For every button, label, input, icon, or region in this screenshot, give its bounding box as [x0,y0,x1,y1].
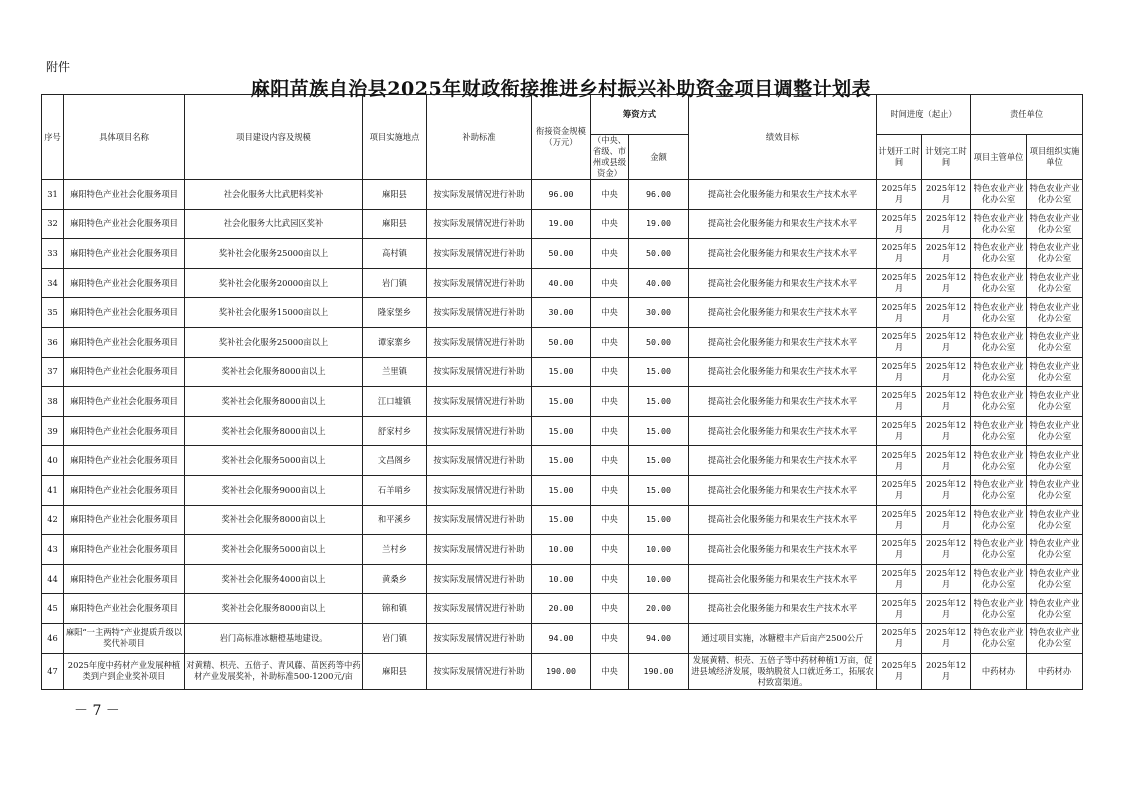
header-funding: 筹资方式 [591,95,689,135]
cell-funding-source: 中央 [591,535,629,565]
cell-standard: 按实际发展情况进行补助 [427,357,532,387]
cell-dept: 特色农业产业化办公室 [971,475,1027,505]
cell-no: 33 [42,239,64,269]
table-row [42,180,1083,210]
cell-start: 2025年5月 [877,209,922,239]
cell-end: 2025年12月 [922,535,971,565]
header-start: 计划开工时间 [877,135,922,180]
cell-location: 黄桑乡 [363,564,427,594]
cell-no: 42 [42,505,64,535]
cell-start: 2025年5月 [877,535,922,565]
cell-dept: 特色农业产业化办公室 [971,239,1027,269]
cell-no: 37 [42,357,64,387]
cell-dept: 特色农业产业化办公室 [971,594,1027,624]
cell-goal: 提高社会化服务能力和果农生产技术水平 [689,357,877,387]
cell-end: 2025年12月 [922,653,971,689]
cell-content: 奖补社会化服务5000亩以上 [185,535,363,565]
cell-end: 2025年12月 [922,564,971,594]
cell-funding-source: 中央 [591,653,629,689]
cell-project-name: 2025年度中药材产业发展种植类到户到企业奖补项目 [64,653,185,689]
cell-start: 2025年5月 [877,623,922,653]
cell-project-name: 麻阳特色产业社会化服务项目 [64,535,185,565]
cell-start: 2025年5月 [877,594,922,624]
cell-dept: 特色农业产业化办公室 [971,505,1027,535]
table-row [42,475,1083,505]
cell-standard: 按实际发展情况进行补助 [427,535,532,565]
cell-goal: 提高社会化服务能力和果农生产技术水平 [689,239,877,269]
cell-no: 44 [42,564,64,594]
cell-amount: 15.00 [629,475,689,505]
cell-project-name: 麻阳“一主两特”产业提质升级以奖代补项目 [64,623,185,653]
cell-project-name: 麻阳特色产业社会化服务项目 [64,594,185,624]
cell-start: 2025年5月 [877,387,922,417]
cell-project-name: 麻阳特色产业社会化服务项目 [64,209,185,239]
cell-end: 2025年12月 [922,446,971,476]
cell-amount: 15.00 [629,416,689,446]
cell-amount: 94.00 [629,623,689,653]
cell-project-name: 麻阳特色产业社会化服务项目 [64,475,185,505]
table-row [42,387,1083,417]
cell-scale: 10.00 [532,535,591,565]
cell-content: 奖补社会化服务8000亩以上 [185,387,363,417]
cell-funding-source: 中央 [591,268,629,298]
cell-content: 社会化服务大比武园区奖补 [185,209,363,239]
header-responsible: 责任单位 [971,95,1083,135]
cell-start: 2025年5月 [877,505,922,535]
cell-funding-source: 中央 [591,239,629,269]
cell-no: 45 [42,594,64,624]
cell-amount: 15.00 [629,357,689,387]
cell-scale: 15.00 [532,446,591,476]
cell-goal: 提高社会化服务能力和果农生产技术水平 [689,298,877,328]
cell-location: 石羊哨乡 [363,475,427,505]
cell-amount: 15.00 [629,387,689,417]
cell-scale: 15.00 [532,357,591,387]
table-row [42,446,1083,476]
cell-end: 2025年12月 [922,416,971,446]
cell-scale: 96.00 [532,180,591,210]
cell-no: 40 [42,446,64,476]
cell-amount: 15.00 [629,505,689,535]
cell-goal: 提高社会化服务能力和果农生产技术水平 [689,505,877,535]
cell-goal: 提高社会化服务能力和果农生产技术水平 [689,564,877,594]
cell-end: 2025年12月 [922,239,971,269]
cell-project-name: 麻阳特色产业社会化服务项目 [64,446,185,476]
cell-funding-source: 中央 [591,387,629,417]
cell-goal: 提高社会化服务能力和果农生产技术水平 [689,446,877,476]
header-seq: 序号 [42,95,64,180]
table-row [42,268,1083,298]
header-funding-source: （中央、省级、市州或县级资金） [591,135,629,180]
cell-no: 46 [42,623,64,653]
table-body [42,180,1083,690]
cell-project-name: 麻阳特色产业社会化服务项目 [64,298,185,328]
cell-content: 奖补社会化服务8000亩以上 [185,357,363,387]
cell-no: 34 [42,268,64,298]
cell-location: 隆家堡乡 [363,298,427,328]
table-row [42,239,1083,269]
cell-standard: 按实际发展情况进行补助 [427,594,532,624]
header-project-name: 具体项目名称 [64,95,185,180]
cell-goal: 通过项目实施，冰糖橙丰产后亩产2500公斤 [689,623,877,653]
cell-end: 2025年12月 [922,475,971,505]
cell-location: 谭家寨乡 [363,327,427,357]
cell-scale: 20.00 [532,594,591,624]
cell-goal: 提高社会化服务能力和果农生产技术水平 [689,594,877,624]
cell-amount: 10.00 [629,535,689,565]
cell-dept: 中药材办 [971,653,1027,689]
cell-no: 43 [42,535,64,565]
cell-amount: 15.00 [629,446,689,476]
cell-dept: 特色农业产业化办公室 [971,623,1027,653]
cell-location: 锦和镇 [363,594,427,624]
cell-org: 特色农业产业化办公室 [1027,535,1083,565]
cell-scale: 10.00 [532,564,591,594]
cell-scale: 15.00 [532,416,591,446]
cell-end: 2025年12月 [922,180,971,210]
cell-project-name: 麻阳特色产业社会化服务项目 [64,416,185,446]
cell-amount: 40.00 [629,268,689,298]
cell-no: 39 [42,416,64,446]
cell-amount: 30.00 [629,298,689,328]
cell-amount: 19.00 [629,209,689,239]
header-dept: 项目主管单位 [971,135,1027,180]
cell-location: 岩门镇 [363,623,427,653]
cell-standard: 按实际发展情况进行补助 [427,298,532,328]
cell-dept: 特色农业产业化办公室 [971,416,1027,446]
table-row [42,209,1083,239]
cell-amount: 50.00 [629,327,689,357]
cell-location: 麻阳县 [363,180,427,210]
cell-dept: 特色农业产业化办公室 [971,446,1027,476]
cell-dept: 特色农业产业化办公室 [971,535,1027,565]
cell-standard: 按实际发展情况进行补助 [427,446,532,476]
cell-no: 32 [42,209,64,239]
cell-standard: 按实际发展情况进行补助 [427,327,532,357]
header-scale: 衔接资金规模（万元） [532,95,591,180]
cell-end: 2025年12月 [922,327,971,357]
cell-funding-source: 中央 [591,357,629,387]
cell-goal: 提高社会化服务能力和果农生产技术水平 [689,416,877,446]
cell-location: 江口墟镇 [363,387,427,417]
cell-start: 2025年5月 [877,475,922,505]
cell-org: 特色农业产业化办公室 [1027,416,1083,446]
cell-location: 兰里镇 [363,357,427,387]
cell-no: 36 [42,327,64,357]
cell-scale: 19.00 [532,209,591,239]
cell-org: 特色农业产业化办公室 [1027,446,1083,476]
cell-dept: 特色农业产业化办公室 [971,268,1027,298]
cell-dept: 特色农业产业化办公室 [971,298,1027,328]
cell-location: 麻阳县 [363,653,427,689]
cell-no: 31 [42,180,64,210]
cell-location: 和平溪乡 [363,505,427,535]
cell-funding-source: 中央 [591,505,629,535]
cell-org: 特色农业产业化办公室 [1027,180,1083,210]
cell-start: 2025年5月 [877,446,922,476]
cell-org: 特色农业产业化办公室 [1027,594,1083,624]
cell-content: 奖补社会化服务5000亩以上 [185,446,363,476]
cell-funding-source: 中央 [591,298,629,328]
cell-start: 2025年5月 [877,416,922,446]
table-row [42,653,1083,689]
cell-content: 奖补社会化服务8000亩以上 [185,505,363,535]
header-org: 项目组织实施单位 [1027,135,1083,180]
cell-start: 2025年5月 [877,327,922,357]
table-row [42,594,1083,624]
header-amount: 金额 [629,135,689,180]
cell-standard: 按实际发展情况进行补助 [427,180,532,210]
cell-goal: 提高社会化服务能力和果农生产技术水平 [689,387,877,417]
cell-location: 兰村乡 [363,535,427,565]
cell-standard: 按实际发展情况进行补助 [427,623,532,653]
cell-scale: 190.00 [532,653,591,689]
cell-location: 舒家村乡 [363,416,427,446]
cell-end: 2025年12月 [922,357,971,387]
cell-standard: 按实际发展情况进行补助 [427,505,532,535]
cell-funding-source: 中央 [591,564,629,594]
cell-end: 2025年12月 [922,387,971,417]
table-row [42,535,1083,565]
cell-funding-source: 中央 [591,594,629,624]
table-row [42,298,1083,328]
table-row [42,416,1083,446]
cell-no: 35 [42,298,64,328]
cell-content: 岩门高标准冰糖橙基地建设。 [185,623,363,653]
cell-project-name: 麻阳特色产业社会化服务项目 [64,180,185,210]
cell-dept: 特色农业产业化办公室 [971,209,1027,239]
cell-content: 奖补社会化服务25000亩以上 [185,327,363,357]
cell-dept: 特色农业产业化办公室 [971,180,1027,210]
cell-goal: 提高社会化服务能力和果农生产技术水平 [689,180,877,210]
cell-start: 2025年5月 [877,268,922,298]
cell-start: 2025年5月 [877,564,922,594]
cell-scale: 40.00 [532,268,591,298]
cell-scale: 15.00 [532,505,591,535]
cell-scale: 15.00 [532,387,591,417]
cell-org: 特色农业产业化办公室 [1027,475,1083,505]
cell-org: 特色农业产业化办公室 [1027,209,1083,239]
cell-org: 中药材办 [1027,653,1083,689]
cell-no: 38 [42,387,64,417]
table-row [42,357,1083,387]
cell-org: 特色农业产业化办公室 [1027,387,1083,417]
cell-amount: 190.00 [629,653,689,689]
table-row [42,327,1083,357]
table-row [42,505,1083,535]
header-end: 计划完工时间 [922,135,971,180]
cell-location: 文昌阁乡 [363,446,427,476]
cell-funding-source: 中央 [591,475,629,505]
cell-end: 2025年12月 [922,268,971,298]
cell-standard: 按实际发展情况进行补助 [427,268,532,298]
cell-org: 特色农业产业化办公室 [1027,564,1083,594]
cell-start: 2025年5月 [877,298,922,328]
cell-dept: 特色农业产业化办公室 [971,564,1027,594]
cell-funding-source: 中央 [591,446,629,476]
cell-standard: 按实际发展情况进行补助 [427,239,532,269]
cell-standard: 按实际发展情况进行补助 [427,564,532,594]
cell-goal: 提高社会化服务能力和果农生产技术水平 [689,209,877,239]
cell-standard: 按实际发展情况进行补助 [427,209,532,239]
cell-funding-source: 中央 [591,416,629,446]
cell-standard: 按实际发展情况进行补助 [427,416,532,446]
cell-dept: 特色农业产业化办公室 [971,327,1027,357]
cell-end: 2025年12月 [922,623,971,653]
cell-start: 2025年5月 [877,239,922,269]
cell-content: 奖补社会化服务4000亩以上 [185,564,363,594]
document-title: 麻阳苗族自治县2025年财政衔接推进乡村振兴补助资金项目调整计划表 [250,78,872,100]
cell-scale: 50.00 [532,239,591,269]
cell-project-name: 麻阳特色产业社会化服务项目 [64,505,185,535]
cell-end: 2025年12月 [922,594,971,624]
cell-funding-source: 中央 [591,327,629,357]
cell-org: 特色农业产业化办公室 [1027,327,1083,357]
cell-project-name: 麻阳特色产业社会化服务项目 [64,387,185,417]
cell-end: 2025年12月 [922,298,971,328]
header-schedule: 时间进度（起止） [877,95,971,135]
cell-no: 41 [42,475,64,505]
cell-org: 特色农业产业化办公室 [1027,505,1083,535]
cell-content: 对黄精、枳壳、五倍子、青风藤、苗医药等中药材产业发展奖补，补助标准500-1200元/亩 [185,653,363,689]
header-goal: 绩效目标 [689,95,877,180]
cell-scale: 30.00 [532,298,591,328]
cell-scale: 50.00 [532,327,591,357]
cell-project-name: 麻阳特色产业社会化服务项目 [64,239,185,269]
cell-content: 奖补社会化服务15000亩以上 [185,298,363,328]
cell-goal: 提高社会化服务能力和果农生产技术水平 [689,475,877,505]
cell-org: 特色农业产业化办公室 [1027,298,1083,328]
cell-funding-source: 中央 [591,209,629,239]
cell-content: 奖补社会化服务9000亩以上 [185,475,363,505]
table-row [42,564,1083,594]
cell-start: 2025年5月 [877,357,922,387]
cell-project-name: 麻阳特色产业社会化服务项目 [64,327,185,357]
cell-org: 特色农业产业化办公室 [1027,357,1083,387]
cell-amount: 96.00 [629,180,689,210]
header-standard: 补助标准 [427,95,532,180]
attachment-label: 附件 [46,60,71,74]
cell-location: 麻阳县 [363,209,427,239]
cell-project-name: 麻阳特色产业社会化服务项目 [64,268,185,298]
cell-standard: 按实际发展情况进行补助 [427,387,532,417]
cell-funding-source: 中央 [591,180,629,210]
cell-org: 特色农业产业化办公室 [1027,623,1083,653]
cell-goal: 提高社会化服务能力和果农生产技术水平 [689,535,877,565]
cell-content: 奖补社会化服务8000亩以上 [185,594,363,624]
table-row [42,623,1083,653]
cell-goal: 提高社会化服务能力和果农生产技术水平 [689,268,877,298]
cell-amount: 20.00 [629,594,689,624]
cell-content: 奖补社会化服务20000亩以上 [185,268,363,298]
cell-content: 奖补社会化服务25000亩以上 [185,239,363,269]
cell-project-name: 麻阳特色产业社会化服务项目 [64,357,185,387]
cell-start: 2025年5月 [877,180,922,210]
cell-content: 社会化服务大比武肥料奖补 [185,180,363,210]
cell-amount: 50.00 [629,239,689,269]
cell-org: 特色农业产业化办公室 [1027,268,1083,298]
cell-amount: 10.00 [629,564,689,594]
cell-end: 2025年12月 [922,209,971,239]
cell-start: 2025年5月 [877,653,922,689]
cell-project-name: 麻阳特色产业社会化服务项目 [64,564,185,594]
cell-goal: 发展黄精、枳壳、五倍子等中药材种植1万亩，促进县域经济发展，吸纳脱贫人口就近务工，拓展农村致富渠道。 [689,653,877,689]
cell-content: 奖补社会化服务8000亩以上 [185,416,363,446]
cell-org: 特色农业产业化办公室 [1027,239,1083,269]
cell-standard: 按实际发展情况进行补助 [427,475,532,505]
cell-location: 岩门镇 [363,268,427,298]
cell-end: 2025年12月 [922,505,971,535]
header-content: 项目建设内容及规模 [185,95,363,180]
cell-dept: 特色农业产业化办公室 [971,357,1027,387]
header-location: 项目实施地点 [363,95,427,180]
cell-scale: 94.00 [532,623,591,653]
cell-goal: 提高社会化服务能力和果农生产技术水平 [689,327,877,357]
cell-scale: 15.00 [532,475,591,505]
cell-location: 高村镇 [363,239,427,269]
plan-table [41,94,1083,690]
cell-no: 47 [42,653,64,689]
page-number: － 7 － [74,703,120,719]
cell-dept: 特色农业产业化办公室 [971,387,1027,417]
cell-funding-source: 中央 [591,623,629,653]
cell-standard: 按实际发展情况进行补助 [427,653,532,689]
